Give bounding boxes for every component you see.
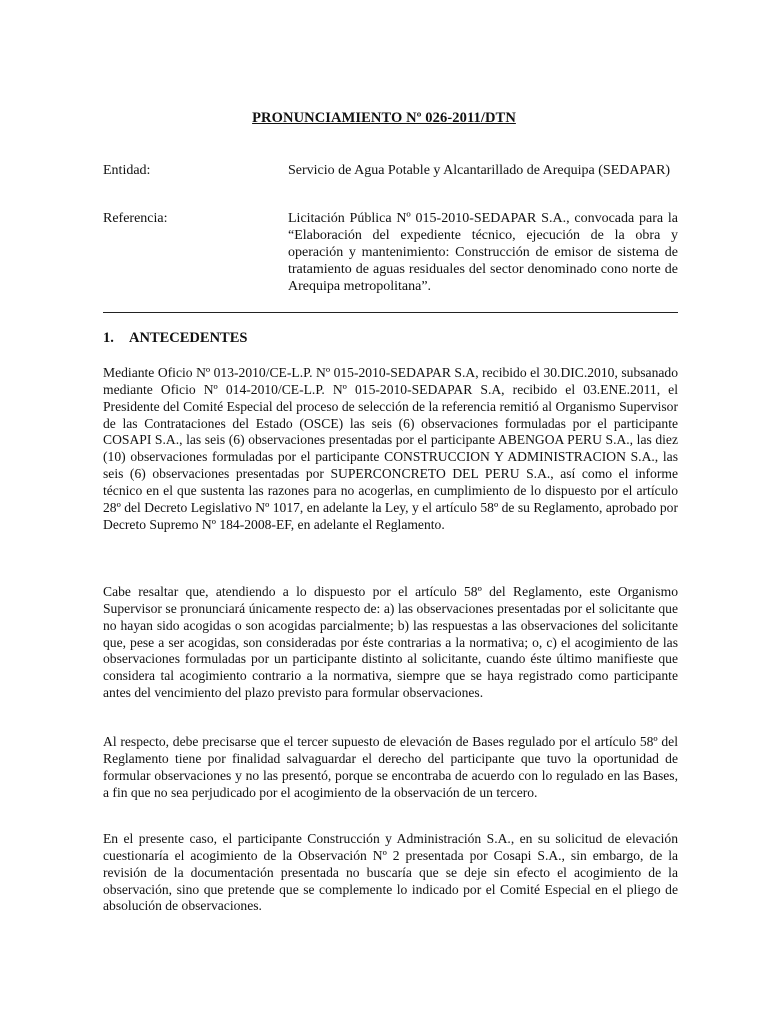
meta-label-referencia: Referencia: xyxy=(103,211,168,226)
document-title: PRONUNCIAMIENTO Nº 026-2011/DTN xyxy=(252,110,516,126)
meta-label-entidad: Entidad: xyxy=(103,163,151,178)
section-title: ANTECEDENTES xyxy=(129,330,248,346)
paragraph-1: Mediante Oficio Nº 013-2010/CE-L.P. Nº 015-2010-SEDAPAR S.A, recibido el 30.DIC.2010, subsanado mediante Oficio Nº 014-2010/CE-L.P. Nº 015-2010-SEDAPAR S.A, recibido el 03.ENE.2011, el Presidente del Comité Especial del proceso de selección de la referencia remitió al Organismo Supervisor de las Contrataciones del Estado (OSCE) las seis (6) observaciones formuladas por el participante COSAPI S.A., las seis (6) observaciones presentadas por el participante ABENGOA PERU S.A., las diez (10) observaciones formuladas por el participante CONSTRUCCION Y ADMINISTRACION S.A., las seis (6) observaciones presentadas por SUPERCONCRETO DEL PERU S.A., así como el informe técnico en el que sustenta las razones para no acogerlas, en cumplimiento de lo dispuesto por el artículo 28º del Decreto Legislativo Nº 1017, en adelante la Ley, y el artículo 58º de su Reglamento, aprobado por Decreto Supremo Nº 184-2008-EF, en adelante el Reglamento. xyxy=(103,365,678,532)
horizontal-rule xyxy=(103,312,678,313)
paragraph-3: Al respecto, debe precisarse que el tercer supuesto de elevación de Bases regulado por el artículo 58º del Reglamento tiene por finalidad salvaguardar el derecho del participante que tuvo la oportunidad de formular observaciones y no las presentó, porque se encontraba de acuerdo con lo regulado en las Bases, a fin que no sea perjudicado por el acogimiento de la observación de un tercero. xyxy=(103,734,678,800)
meta-value-referencia: Licitación Pública Nº 015-2010-SEDAPAR S.A., convocada para la “Elaboración del expediente técnico, ejecución de la obra y operación y mantenimiento: Construcción de emisor de sistema de tratamiento de aguas residuales del sector denominado cono norte de Arequipa metropolitana”. xyxy=(288,211,678,294)
paragraph-4: En el presente caso, el participante Construcción y Administración S.A., en su solicitud de elevación cuestionaría el acogimiento de la Observación Nº 2 presentada por Cosapi S.A., sin embargo, de la revisión de la documentación presentada no buscaría que se deje sin efecto el acogimiento de la observación, sino que pretende que se complemente lo indicado por el Comité Especial en el pliego de absolución de observaciones. xyxy=(103,831,678,914)
meta-value-entidad: Servicio de Agua Potable y Alcantarillado de Arequipa (SEDAPAR) xyxy=(288,163,671,178)
section-heading xyxy=(103,330,247,347)
paragraph-2: Cabe resaltar que, atendiendo a lo dispuesto por el artículo 58º del Reglamento, este Organismo Supervisor se pronunciará únicamente respecto de: a) las observaciones presentadas por el solicitante que no hayan sido acogidas o son acogidas parcialmente; b) las respuestas a las observaciones del solicitante que, pese a ser acogidas, son consideradas por éste contrarias a la normativa; o, c) el acogimiento de las observaciones formuladas por un participante distinto al solicitante, cuando éste último manifieste que considera tal acogimiento contrario a la normativa, siempre que se haya registrado como participante antes del vencimiento del plazo previsto para formular observaciones. xyxy=(103,584,678,701)
section-number: 1. xyxy=(103,330,114,346)
